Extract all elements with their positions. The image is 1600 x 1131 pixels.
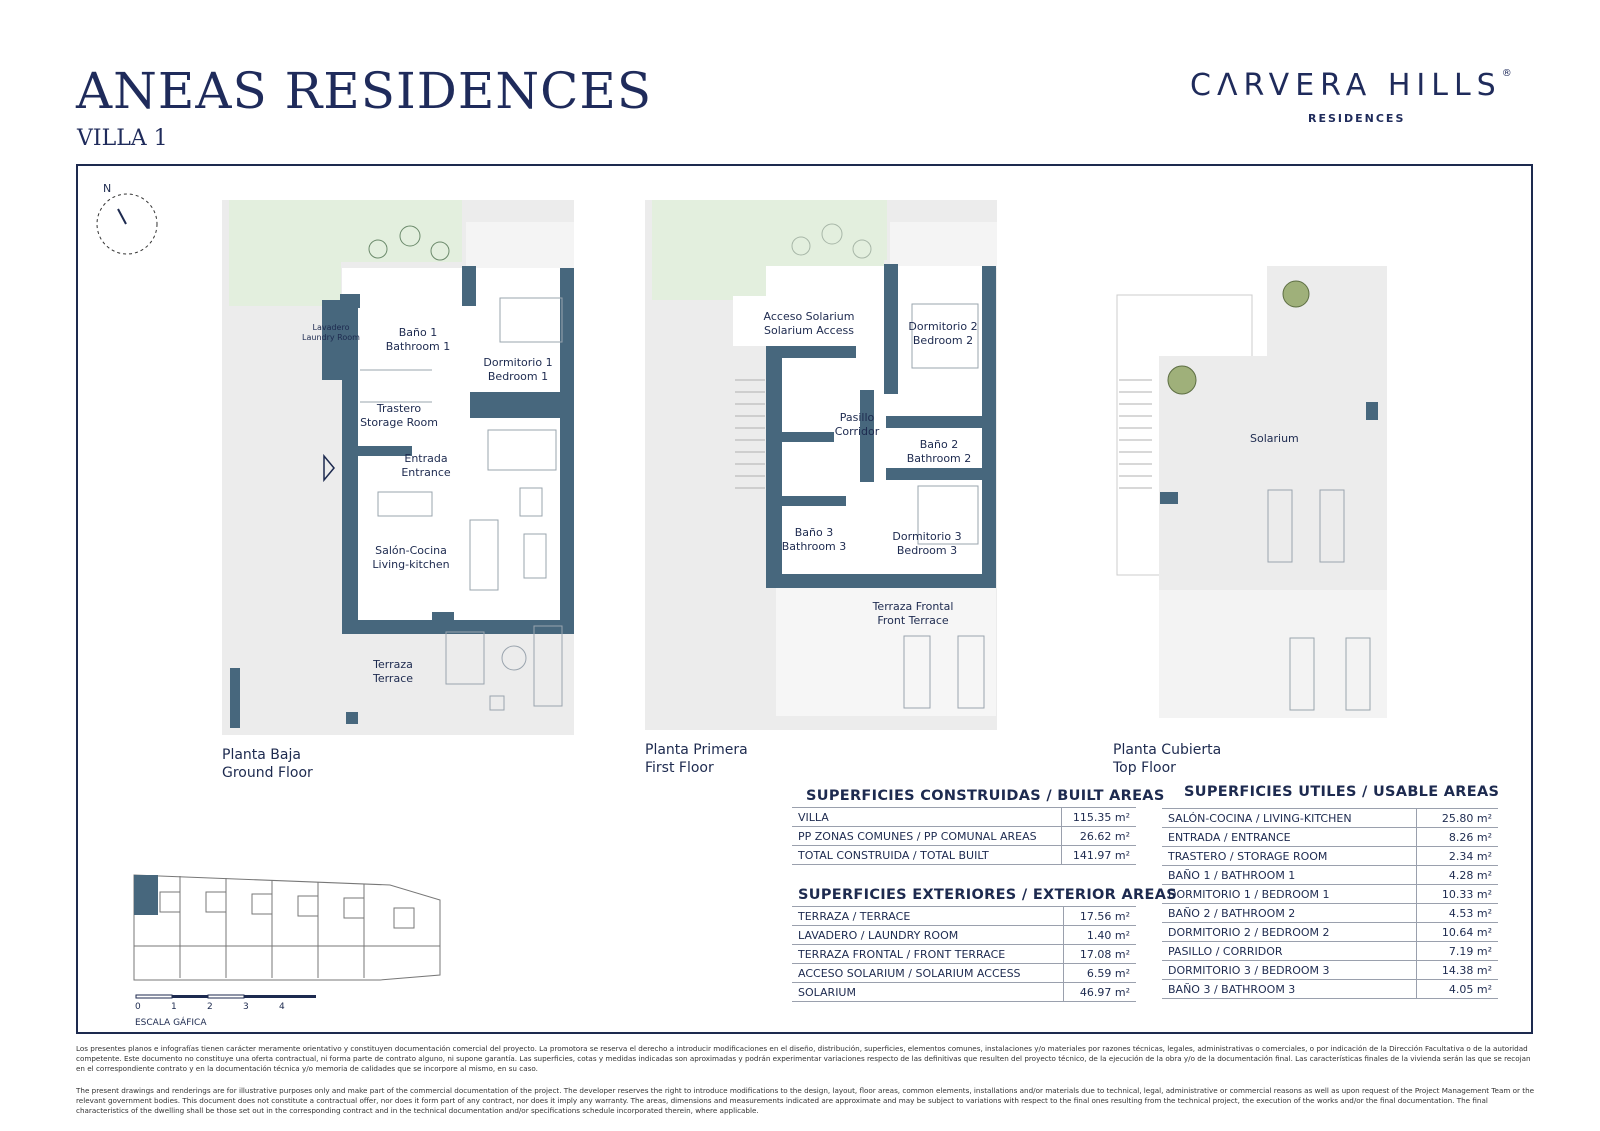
table-row xyxy=(792,808,1136,827)
brand-name: CΛRVERA HILLS xyxy=(1190,68,1502,103)
room-label-es: Lavadero xyxy=(312,323,350,332)
area-value: 2.34 m² xyxy=(1417,847,1498,866)
area-name: SALÓN-COCINA / LIVING-KITCHEN xyxy=(1162,809,1417,828)
area-value: 4.53 m² xyxy=(1417,904,1498,923)
table-row xyxy=(1162,847,1498,866)
table-row xyxy=(792,907,1136,926)
floor-title-en: Ground Floor xyxy=(222,765,313,781)
area-value: 25.80 m² xyxy=(1417,809,1498,828)
scale-tick: 1 xyxy=(171,1002,177,1012)
area-value: 17.56 m² xyxy=(1064,907,1136,926)
floor-title-es: Planta Baja xyxy=(222,747,301,763)
site-key-plan xyxy=(134,875,440,980)
scale-tick: 4 xyxy=(279,1002,285,1012)
room-label-en: Bedroom 2 xyxy=(912,334,974,347)
room-label-es: Dormitorio 1 xyxy=(483,356,553,369)
table-row xyxy=(1162,885,1498,904)
room-label-es: Baño 1 xyxy=(398,326,438,339)
room-label-en: Storage Room xyxy=(360,416,438,429)
room-label-es: Dormitorio 2 xyxy=(908,320,978,333)
room-label-corridor xyxy=(822,411,892,439)
area-name: TERRAZA FRONTAL / FRONT TERRACE xyxy=(792,945,1064,964)
table-row xyxy=(1162,942,1498,961)
room-label-es: Trastero xyxy=(376,402,422,415)
table-row xyxy=(1162,923,1498,942)
area-value: 10.64 m² xyxy=(1417,923,1498,942)
table-row xyxy=(792,964,1136,983)
scale-label: ESCALA GÁFICA xyxy=(135,1018,207,1028)
room-label-es: Baño 2 xyxy=(919,438,959,451)
room-label-terrace xyxy=(353,658,433,686)
floor-title-en: Top Floor xyxy=(1113,760,1176,776)
room-label-es: Acceso Solarium xyxy=(763,310,855,323)
table-row xyxy=(1162,809,1498,828)
area-name: PASILLO / CORRIDOR xyxy=(1162,942,1417,961)
scale-tick: 3 xyxy=(243,1002,249,1012)
room-label-es: Salón-Cocina xyxy=(375,544,447,557)
area-name: BAÑO 1 / BATHROOM 1 xyxy=(1162,866,1417,885)
table-row xyxy=(1162,980,1498,999)
room-label-solarium: Solarium xyxy=(1250,432,1299,445)
area-value: 4.28 m² xyxy=(1417,866,1498,885)
compass-icon xyxy=(97,194,157,254)
exterior-areas-table xyxy=(792,906,1136,1002)
usable-areas-table xyxy=(1162,808,1498,999)
area-name: DORMITORIO 1 / BEDROOM 1 xyxy=(1162,885,1417,904)
room-label-bath1 xyxy=(378,326,458,354)
room-label-en: Laundry Room xyxy=(302,333,360,342)
area-name: DORMITORIO 2 / BEDROOM 2 xyxy=(1162,923,1417,942)
room-label-bed3 xyxy=(882,530,972,558)
area-name: TRASTERO / STORAGE ROOM xyxy=(1162,847,1417,866)
room-label-en: Solarium Access xyxy=(764,324,854,337)
area-name: DORMITORIO 3 / BEDROOM 3 xyxy=(1162,961,1417,980)
disclaimer-en: The present drawings and renderings are for illustrative purposes only and make part of the commercial documentation of the project. The developer reserves the right to introduce modifications to the design, layout, floor areas, common elements, installations and/or materials due to technical, legal, administrative or commercial reasons as well as upon request of the Project Management Team or the relevant government bodies. This document does not constitute a contractual offer, nor does it form part of any contract, nor does it imply any warranty. The areas, dimensions and measurements indicated are approximate and may be subject to variations with respect to the final ones resulting from the technical project, the execution of the works and/or the final documentation. The final characteristics of the dwelling shall be those set out in the corresponding contract and in the technical documentation and/or specifications schedule incorporated therein, where applicable. xyxy=(76,1086,1535,1115)
table-row xyxy=(792,983,1136,1002)
room-label-es: Baño 3 xyxy=(794,526,834,539)
area-value: 26.62 m² xyxy=(1061,827,1136,846)
table-row xyxy=(792,926,1136,945)
usable-areas-title: SUPERFICIES UTILES / USABLE AREAS xyxy=(1184,784,1500,800)
built-areas-table xyxy=(792,807,1136,865)
top-floor-title xyxy=(1113,741,1221,777)
area-value: 10.33 m² xyxy=(1417,885,1498,904)
room-label-es: Pasillo xyxy=(839,411,875,424)
room-label-es: Entrada xyxy=(404,452,448,465)
room-label-bed2 xyxy=(898,320,988,348)
room-label-es: Terraza Frontal xyxy=(872,600,954,613)
area-name: LAVADERO / LAUNDRY ROOM xyxy=(792,926,1064,945)
area-value: 14.38 m² xyxy=(1417,961,1498,980)
villa-1-highlight xyxy=(134,875,158,915)
area-name: VILLA xyxy=(792,808,1061,827)
floor-title-en: First Floor xyxy=(645,760,714,776)
room-label-en: Corridor xyxy=(834,425,880,438)
exterior-areas-title: SUPERFICIES EXTERIORES / EXTERIOR AREAS xyxy=(798,887,1177,903)
floor-title-es: Planta Primera xyxy=(645,742,748,758)
area-name: ACCESO SOLARIUM / SOLARIUM ACCESS xyxy=(792,964,1064,983)
first-floor-title xyxy=(645,741,748,777)
page-title: ANEAS RESIDENCES xyxy=(76,62,653,120)
room-label-storage xyxy=(354,402,444,430)
table-row xyxy=(792,846,1136,865)
area-name: TOTAL CONSTRUIDA / TOTAL BUILT xyxy=(792,846,1061,865)
area-name: ENTRADA / ENTRANCE xyxy=(1162,828,1417,847)
brand-subtitle: RESIDENCES xyxy=(1308,112,1406,125)
area-value: 8.26 m² xyxy=(1417,828,1498,847)
room-label-bath2 xyxy=(896,438,982,466)
room-label-en: Bedroom 1 xyxy=(487,370,549,383)
table-row xyxy=(1162,828,1498,847)
area-name: BAÑO 2 / BATHROOM 2 xyxy=(1162,904,1417,923)
area-value: 141.97 m² xyxy=(1061,846,1136,865)
table-row xyxy=(1162,866,1498,885)
top-floor-plan xyxy=(1117,266,1387,718)
room-label-living xyxy=(366,544,456,572)
room-label-front-terrace xyxy=(858,600,968,628)
room-label-es: Terraza xyxy=(373,658,413,671)
room-label-en: Bedroom 3 xyxy=(896,544,958,557)
area-value: 115.35 m² xyxy=(1061,808,1136,827)
scale-tick: 2 xyxy=(207,1002,213,1012)
disclaimer-es: Los presentes planos e infografías tienen carácter meramente orientativo y constituyen documentación comercial del proyecto. La promotora se reserva el derecho a introducir modificaciones en el diseño, distribución, superficies, elementos comunes, instalaciones y/o materiales por razones técnicas, legales, administrativas o comerciales, o por indicación de la Dirección Facultativa o de la autoridad competente. Este documento no constituye una oferta contractual, ni forma parte de contrato alguno, ni supone garantía. Las superficies, cotas y medidas indicadas son aproximadas y podrán experimentar variaciones respecto de las definitivas que resulten del proyecto técnico, de la ejecución de la obra y/o de la documentación final. Las características finales de la vivienda serán las que se recojan en el correspondiente contrato y en la documentación técnica y/o memoria de calidades que se incorpore al mismo, en su caso. xyxy=(76,1044,1531,1073)
table-row xyxy=(1162,904,1498,923)
brand-registered-mark: ® xyxy=(1501,68,1512,79)
room-label-en: Living-kitchen xyxy=(372,558,450,571)
area-value: 7.19 m² xyxy=(1417,942,1498,961)
room-label-en: Bathroom 3 xyxy=(781,540,847,553)
area-value: 1.40 m² xyxy=(1064,926,1136,945)
table-row xyxy=(792,945,1136,964)
area-value: 6.59 m² xyxy=(1064,964,1136,983)
area-name: SOLARIUM xyxy=(792,983,1064,1002)
room-label-entrance xyxy=(386,452,466,480)
table-row xyxy=(1162,961,1498,980)
area-name: PP ZONAS COMUNES / PP COMUNAL AREAS xyxy=(792,827,1061,846)
room-label-en: Terrace xyxy=(372,672,414,685)
table-row xyxy=(792,827,1136,846)
area-value: 4.05 m² xyxy=(1417,980,1498,999)
scale-bar xyxy=(136,995,316,998)
scale-tick: 0 xyxy=(135,1002,141,1012)
room-label-en: Bathroom 1 xyxy=(385,340,451,353)
ground-floor-title xyxy=(222,746,313,782)
compass-label: N xyxy=(103,182,112,195)
room-label-en: Front Terrace xyxy=(877,614,949,627)
area-value: 17.08 m² xyxy=(1064,945,1136,964)
villa-subtitle: VILLA 1 xyxy=(77,126,168,151)
room-label-access xyxy=(754,310,864,338)
room-label-en: Bathroom 2 xyxy=(906,452,972,465)
area-name: TERRAZA / TERRACE xyxy=(792,907,1064,926)
room-label-es: Dormitorio 3 xyxy=(892,530,962,543)
room-label-en: Entrance xyxy=(401,466,451,479)
built-areas-title: SUPERFICIES CONSTRUIDAS / BUILT AREAS xyxy=(806,788,1165,804)
area-name: BAÑO 3 / BATHROOM 3 xyxy=(1162,980,1417,999)
area-value: 46.97 m² xyxy=(1064,983,1136,1002)
room-label-bath3 xyxy=(774,526,854,554)
room-label-bed1 xyxy=(478,356,558,384)
room-label-laundry xyxy=(296,323,366,343)
floor-title-es: Planta Cubierta xyxy=(1113,742,1222,758)
